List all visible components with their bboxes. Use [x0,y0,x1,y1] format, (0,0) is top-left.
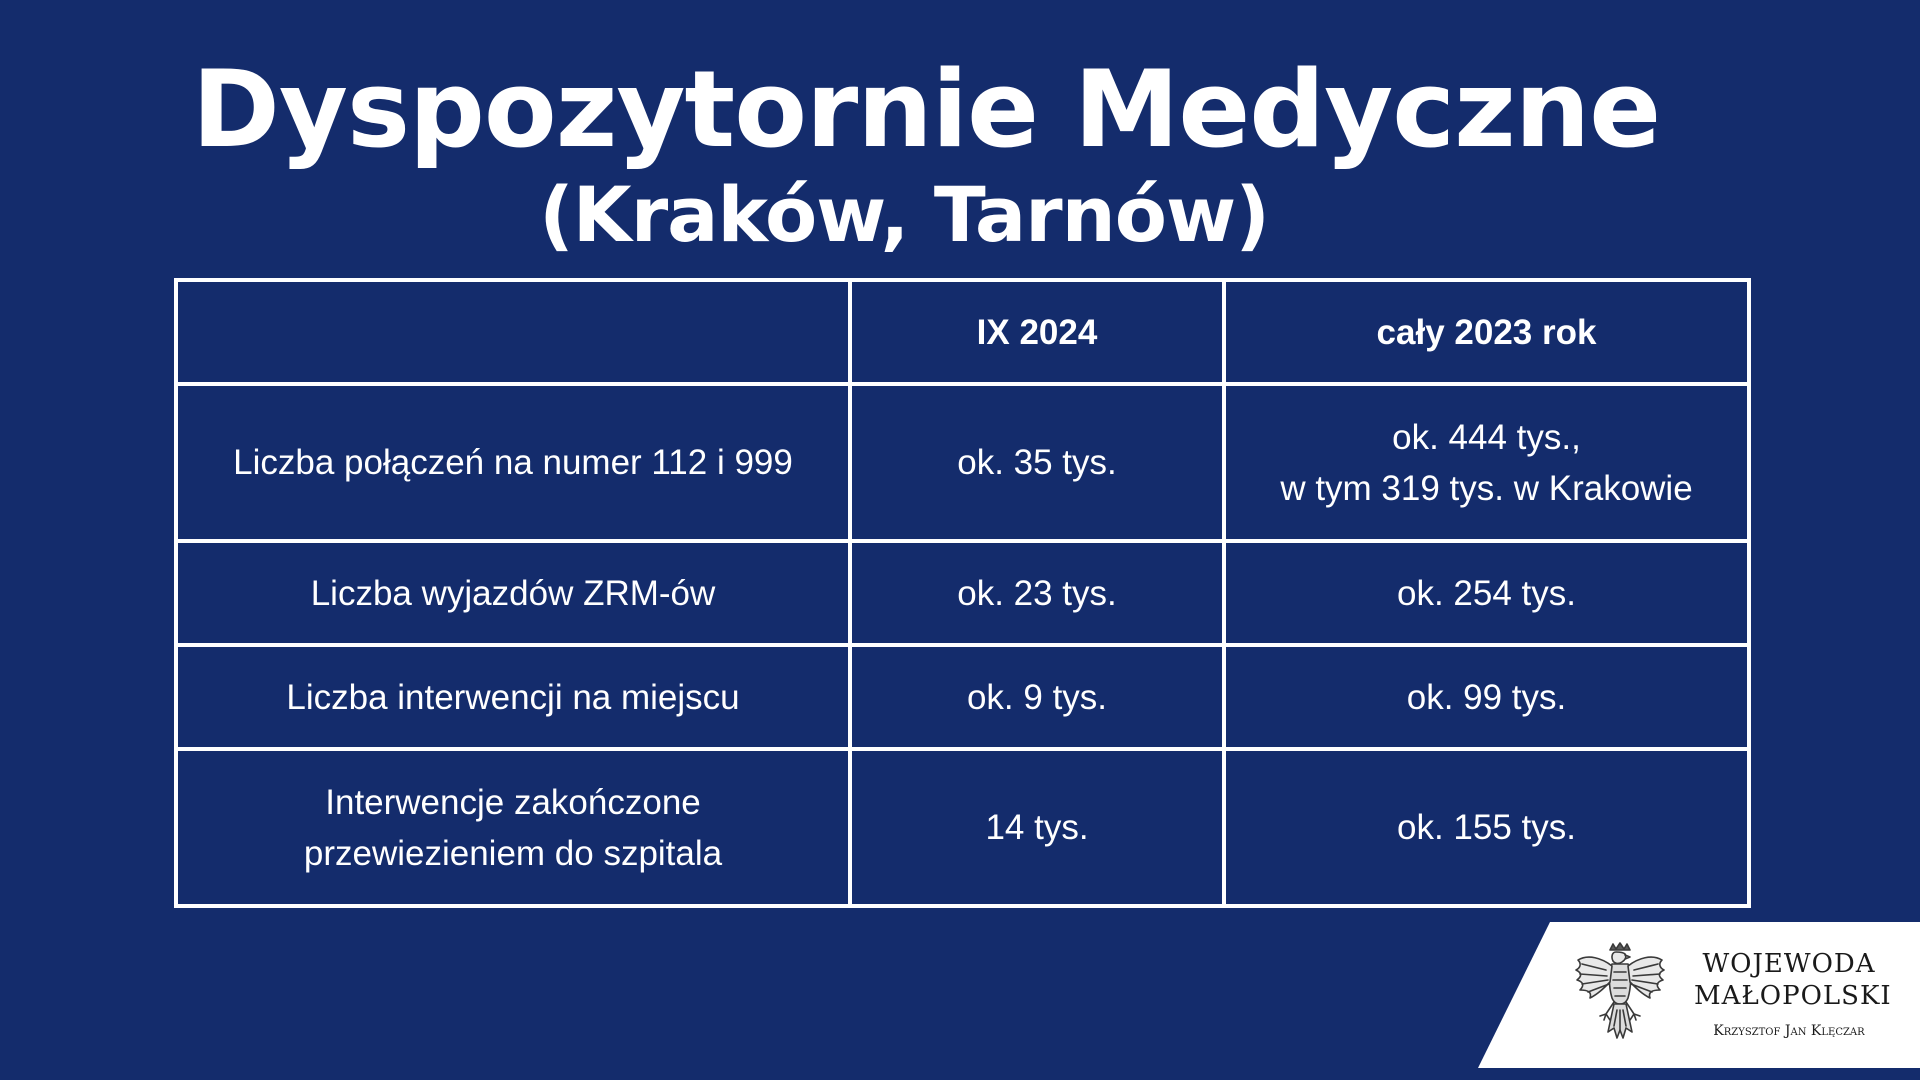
table-row [176,541,1749,645]
value-ix-2024: ok. 9 tys. [850,645,1224,749]
value-2023: ok. 155 tys. [1224,749,1749,906]
value-2023-line: w tym 319 tys. w Krakowie [1280,468,1693,508]
row-label-line: Interwencje zakończone [325,782,701,822]
logo-title-line: WOJEWODA [1702,949,1876,979]
value-2023: ok. 99 tys. [1224,645,1749,749]
value-ix-2024: 14 tys. [850,749,1224,906]
value-ix-2024: ok. 35 tys. [850,384,1224,541]
table-header-empty [176,280,850,384]
row-label: Liczba interwencji na miejscu [176,645,850,749]
polish-eagle-icon [1572,940,1668,1052]
row-label: Liczba wyjazdów ZRM-ów [176,541,850,645]
table-row [176,645,1749,749]
table-row [176,749,1749,906]
logo-person-name: Krzysztof Jan Klęczar [1713,1023,1865,1039]
logo-title-line: MAŁOPOLSKI [1694,981,1892,1011]
row-label-line: przewiezieniem do szpitala [303,833,723,873]
row-label [176,749,850,906]
statistics-table [174,278,1751,908]
value-2023 [1224,384,1749,541]
row-label: Liczba połączeń na numer 112 i 999 [176,384,850,541]
table-header-row [176,280,1749,384]
value-ix-2024: ok. 23 tys. [850,541,1224,645]
value-2023-line: ok. 444 tys., [1392,417,1581,457]
table-header-2023: cały 2023 rok [1224,280,1749,384]
logo-text [1694,948,1892,1042]
table-header-ix-2024: IX 2024 [850,280,1224,384]
page-subtitle: (Kraków, Tarnów) [539,170,1269,259]
value-2023: ok. 254 tys. [1224,541,1749,645]
table-row [176,384,1749,541]
page-title: Dyspozytornie Medyczne [191,48,1661,171]
